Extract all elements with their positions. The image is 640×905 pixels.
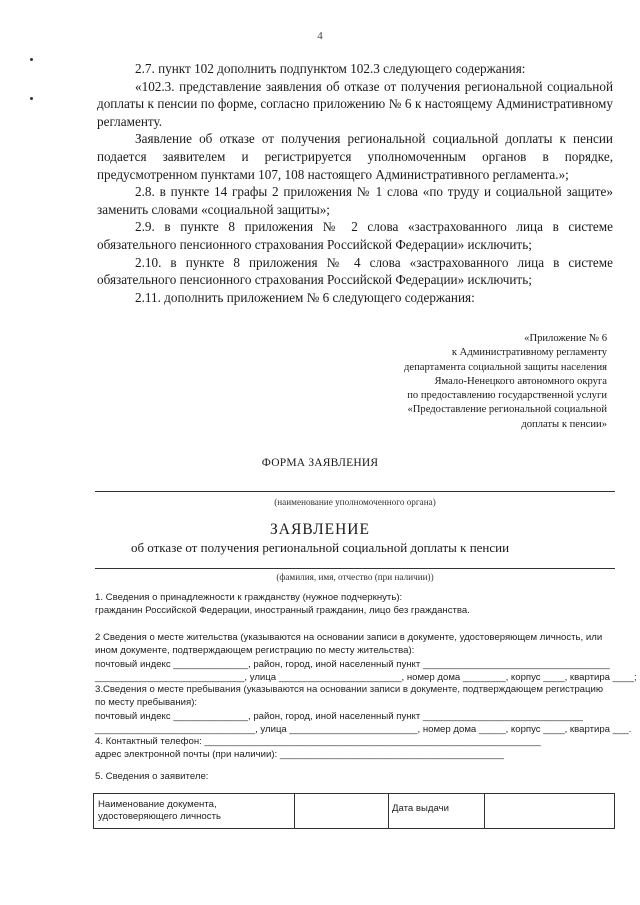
scan-speck [30, 97, 33, 100]
section-title: 2 Сведения о месте жительства (указываются на основании записи в документе, удостоверяющем личность, или [95, 632, 603, 643]
section-contacts [95, 735, 615, 762]
section-title: 5. Сведения о заявителе: [95, 771, 209, 782]
paragraph-102-3: «102.3. представление заявления об отказе от получения региональной социальной доплаты к пенсии по форме, согласно приложению № 6 к настоящему Административному регламенту. [97, 78, 613, 129]
issue-date-cell: Дата выдачи [392, 803, 449, 814]
form-subtitle: об отказе от получения региональной социальной доплаты к пенсии [130, 540, 510, 555]
form-title: ЗАЯВЛЕНИЕ [270, 521, 370, 538]
section-stay [95, 683, 632, 736]
organ-name-line [95, 491, 615, 492]
appendix-line: доплаты к пенсии» [521, 418, 607, 430]
email-line: адрес электронной почты (при наличии): __________________________________________ [95, 749, 504, 761]
issue-date-value-cell [484, 794, 614, 828]
section-title-cont: ином документе, подтверждающем регистрацию по месту жительства): [95, 645, 415, 657]
paragraph-2-9: 2.9. в пункте 8 приложения № 2 слова «застрахованного лица в системе обязательного пенсионного страхования Российской Федерации» исключить; [97, 219, 613, 252]
residence-address-line-1: почтовый индекс ______________, район, город, иной населенный пункт ___________________________________ [95, 658, 610, 670]
applicant-document-table [93, 793, 615, 829]
appendix-header [347, 332, 607, 432]
appendix-line: «Приложение № 6 [524, 333, 607, 344]
page-number: 4 [317, 30, 323, 42]
stay-address-line-2: ______________________________, улица ________________________, номер дома _____, корпус ____, квартира ___. [95, 723, 632, 735]
document-value-cell [294, 794, 388, 828]
name-caption: (фамилия, имя, отчество (при наличии)) [276, 572, 434, 582]
paragraph-2-10: 2.10. в пункте 8 приложения № 4 слова «застрахованного лица в системе обязательного пенсионного страхования Российской Федерации» исключить; [97, 254, 613, 288]
document-name-cell: Наименование документа, удостоверяющего личность [98, 799, 221, 822]
phone-line: 4. Контактный телефон: _______________________________________________________________ [95, 736, 541, 747]
section-citizenship [95, 591, 615, 618]
section-applicant [95, 770, 615, 783]
organ-caption: (наименование уполномоченного органа) [274, 497, 436, 507]
appendix-line: по предоставлению государственной услуги [407, 390, 607, 402]
paragraph-2-8: 2.8. в пункте 14 графы 2 приложения № 1 слова «по труду и социальной защите» заменить словами «социальной защиты»; [97, 184, 613, 217]
appendix-line: «Предоставление региональной социальной [407, 404, 607, 416]
paragraph-application: Заявление об отказе от получения региональной социальной доплаты к пенсии подается заявителем и регистрируется уполномоченным органов в порядке, предусмотренном пунктами 107, 108 настоящего Административного регламента.»; [97, 131, 613, 182]
appendix-line: департамента социальной защиты населения [403, 361, 607, 373]
section-title: 3.Сведения о месте пребывания (указываются на основании записи в документе, подтверждающем регистрацию [95, 684, 604, 695]
paragraph-2-11: 2.11. дополнить приложением № 6 следующего содержания: [135, 289, 475, 305]
appendix-line: Ямало-Ненецкого автономного округа [434, 375, 607, 387]
appendix-line: к Административному регламенту [451, 347, 607, 359]
paragraph-2-7: 2.7. пункт 102 дополнить подпунктом 102.3 следующего содержания: [135, 61, 526, 76]
residence-address-line-2: ____________________________, улица _______________________, номер дома ________, корпус ____, квартира ____; [95, 671, 637, 683]
section-title-cont: по месту пребывания): [95, 697, 198, 709]
citizenship-options: гражданин Российской Федерации, иностранный гражданин, лицо без гражданства. [95, 605, 470, 617]
section-title: 1. Сведения о принадлежности к гражданству (нужное подчеркнуть): [95, 592, 403, 603]
form-label: ФОРМА ЗАЯВЛЕНИЯ [261, 457, 379, 469]
amendments-text [97, 60, 613, 306]
stay-address-line-1: почтовый индекс ______________, район, город, иной населенный пункт ______________________________ [95, 710, 583, 722]
section-residence [95, 631, 637, 684]
scan-speck [30, 58, 33, 61]
applicant-name-line [95, 568, 615, 569]
